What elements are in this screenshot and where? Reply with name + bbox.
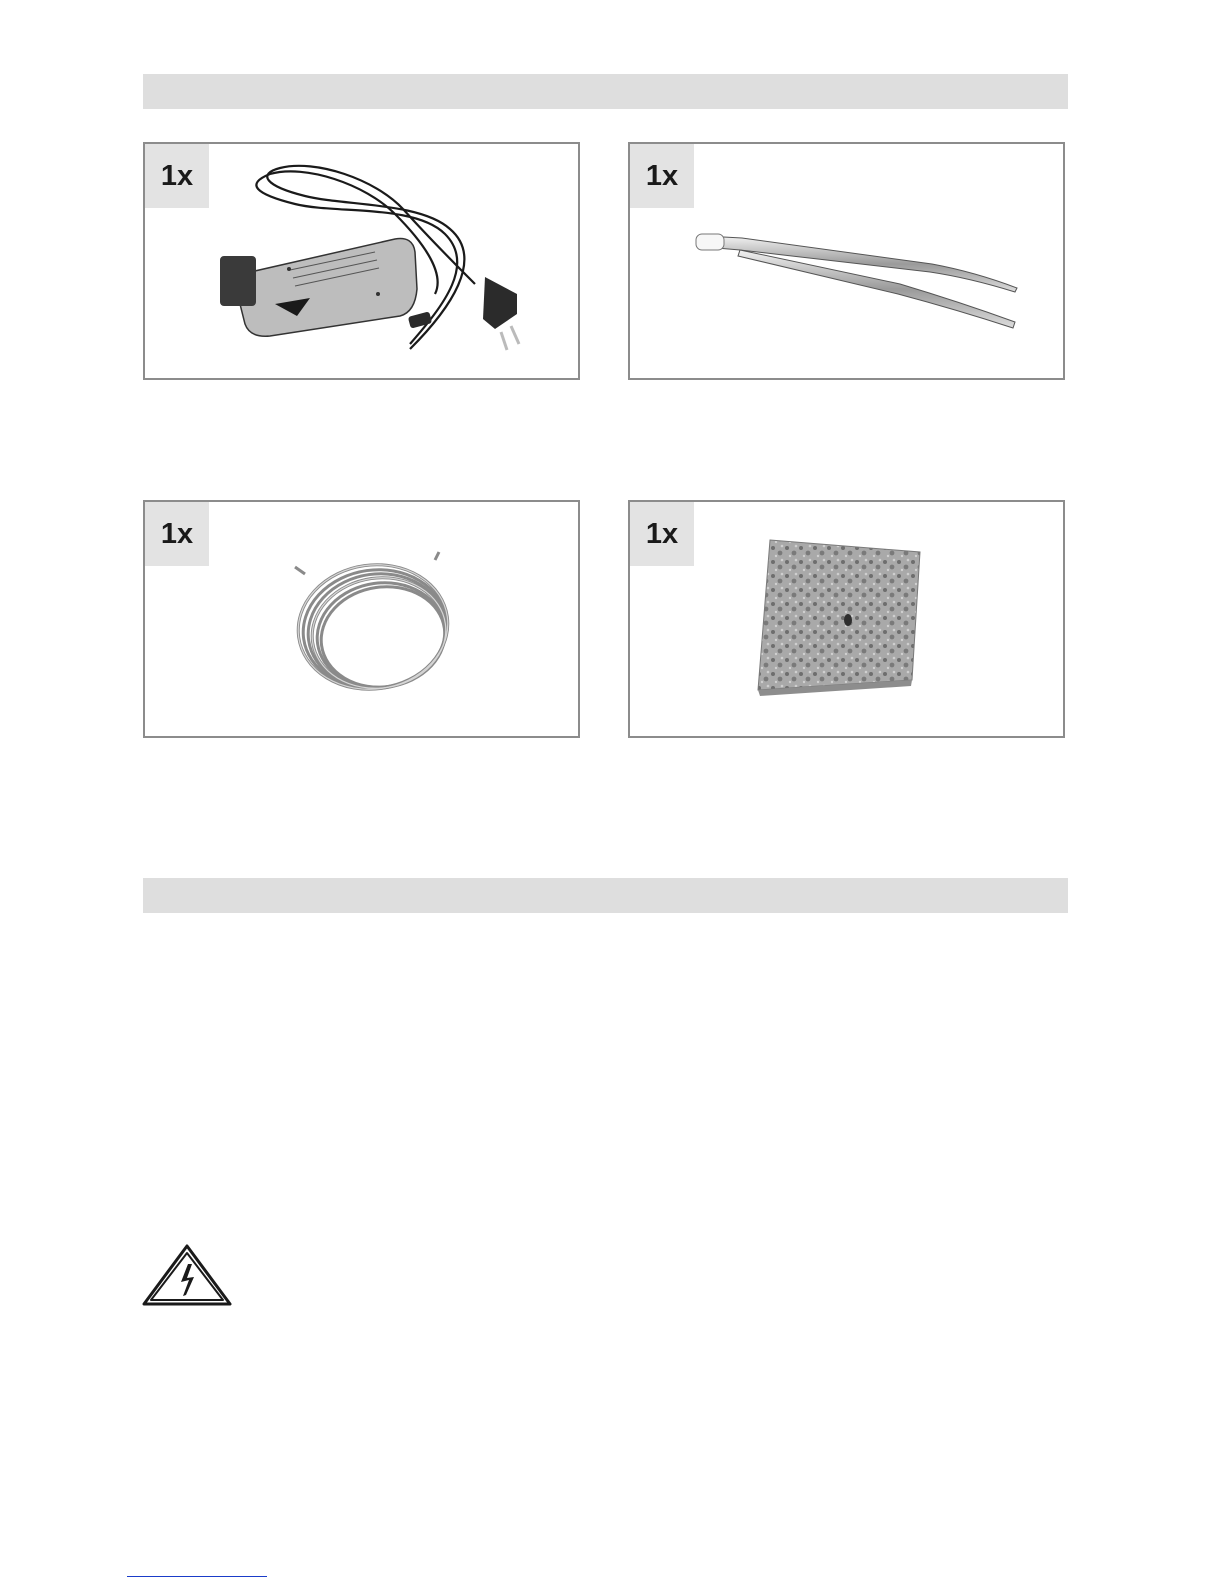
cleaning-sponge-icon: [630, 502, 1063, 736]
cutting-blade-icon: [630, 144, 1063, 378]
item-card-wire-coil: [143, 500, 580, 738]
hot-knife-cutter-icon: [145, 144, 578, 378]
item-card-blade: [628, 142, 1065, 380]
quantity-label: 1x: [145, 144, 209, 208]
quantity-label: 1x: [145, 502, 209, 566]
item-card-hot-knife: [143, 142, 580, 380]
quantity-label: 1x: [630, 144, 694, 208]
footer-rule: [127, 1576, 267, 1577]
section-header-bar-bottom: [143, 878, 1068, 913]
wire-coil-icon: [145, 502, 578, 736]
item-card-sponge: [628, 500, 1065, 738]
electric-shock-warning-icon: [142, 1244, 232, 1306]
quantity-label: 1x: [630, 502, 694, 566]
section-header-bar-top: [143, 74, 1068, 109]
